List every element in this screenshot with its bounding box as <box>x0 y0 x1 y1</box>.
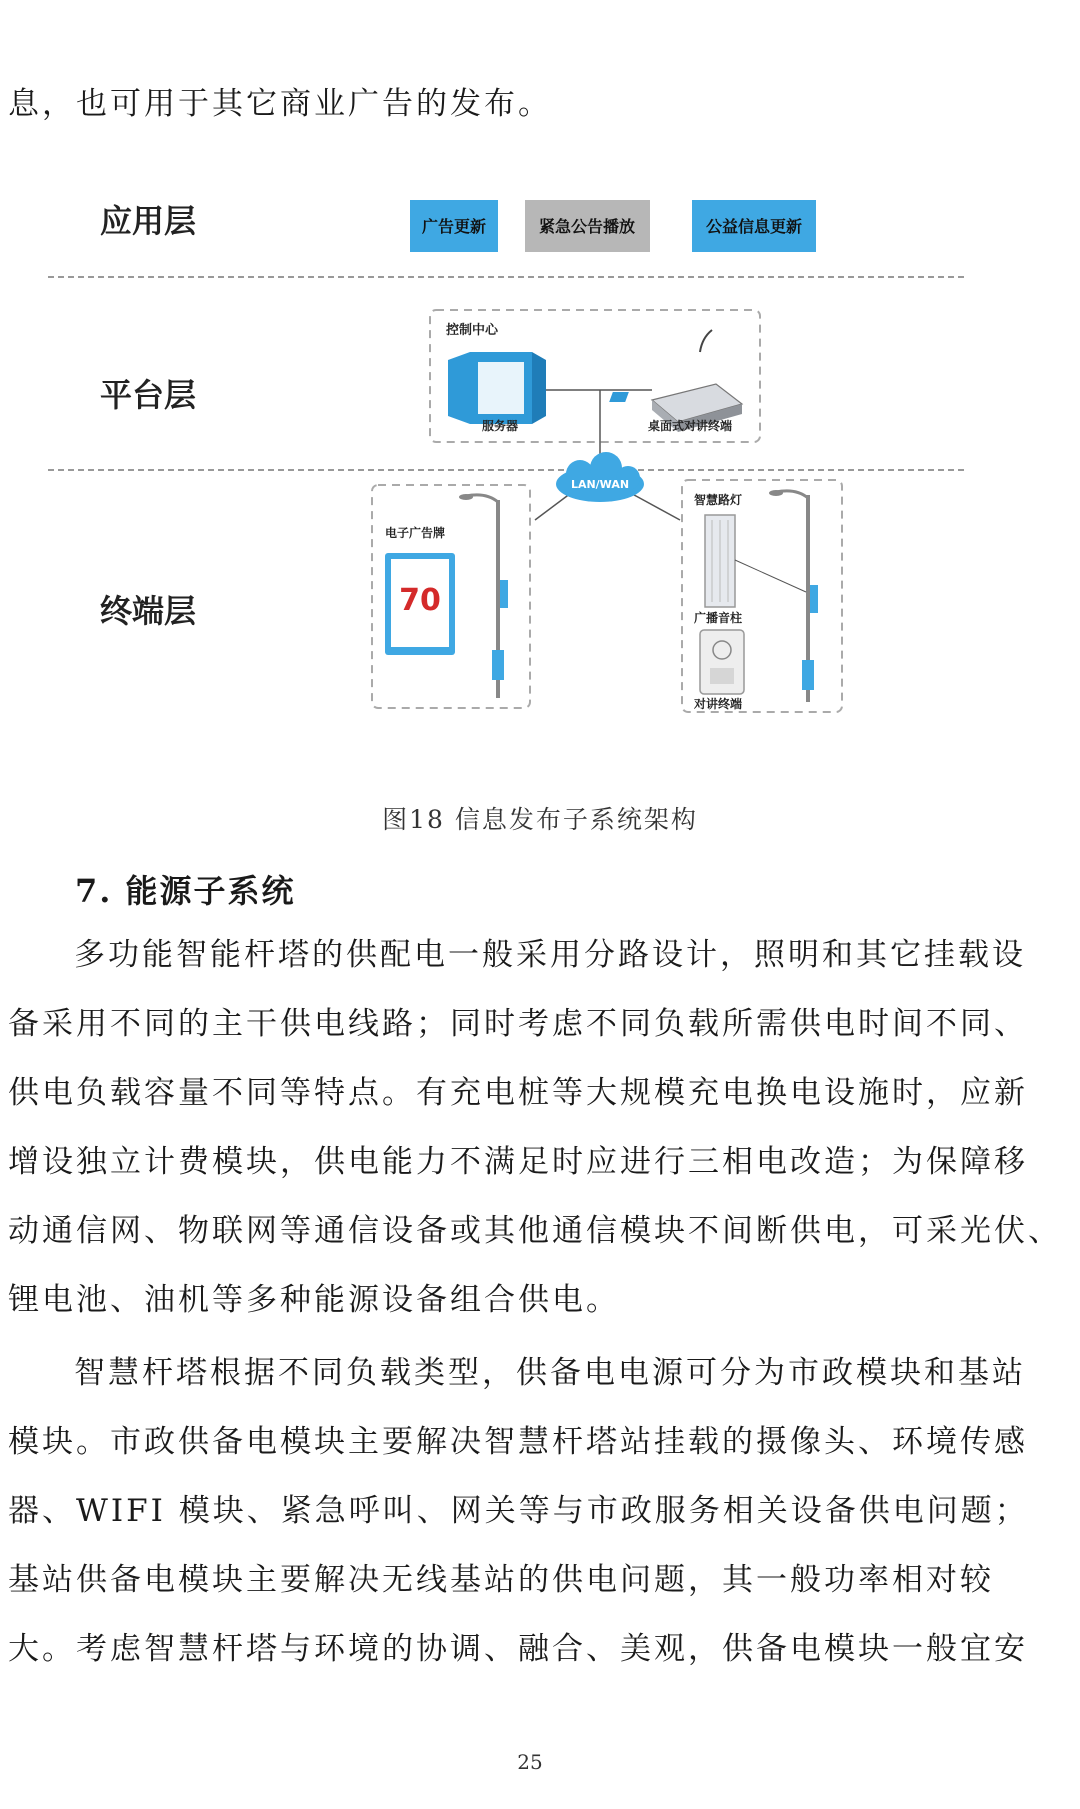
layer-label-terminal: 终端层 <box>100 592 197 630</box>
svg-text:70: 70 <box>399 583 441 618</box>
paragraph-line: 供电负载容量不同等特点。有充电桩等大规模充电换电设施时，应新 <box>8 1075 1028 1111</box>
figure-caption: 图18 信息发布子系统架构 <box>382 805 698 834</box>
intercom-terminal-icon <box>700 630 744 694</box>
desk-terminal-label: 桌面式对讲终端 <box>647 419 733 433</box>
paragraph-line: 器、WIFI 模块、紧急呼叫、网关等与市政服务相关设备供电问题； <box>8 1493 1029 1529</box>
intercom-label: 对讲终端 <box>694 697 743 711</box>
architecture-diagram <box>0 180 1080 760</box>
network-label: LAN/WAN <box>570 478 630 491</box>
billboard-label: 电子广告牌 <box>385 526 446 540</box>
paragraph-line: 智慧杆塔根据不同负载类型，供备电电源可分为市政模块和基站 <box>74 1355 1026 1391</box>
street-light-pole-left-icon <box>459 494 508 698</box>
section-heading: 7. 能源子系统 <box>75 872 296 910</box>
network-cloud-icon <box>556 452 644 502</box>
speaker-column-icon <box>705 515 735 607</box>
paragraph-line: 备采用不同的主干供电线路；同时考虑不同负载所需供电时间不同、 <box>8 1006 1028 1042</box>
paragraph-line: 大。考虑智慧杆塔与环境的协调、融合、美观，供备电模块一般宜安 <box>8 1631 1028 1667</box>
paragraph-line: 模块。市政供备电模块主要解决智慧杆塔站挂载的摄像头、环境传感 <box>8 1424 1028 1460</box>
paragraph-line: 基站供备电模块主要解决无线基站的供电问题，其一般功率相对较 <box>8 1562 994 1598</box>
app-button-public-info-label: 公益信息更新 <box>705 217 803 236</box>
top-text-line: 息，也可用于其它商业广告的发布。 <box>8 86 552 122</box>
server-label: 服务器 <box>481 419 519 433</box>
desk-terminal-icon <box>609 330 742 432</box>
billboard-icon <box>385 553 455 655</box>
control-center-label: 控制中心 <box>446 323 499 338</box>
paragraph-line: 动通信网、物联网等通信设备或其他通信模块不间断供电，可采光伏、 <box>8 1213 1062 1249</box>
paragraph-line: 增设独立计费模块，供电能力不满足时应进行三相电改造；为保障移 <box>8 1144 1028 1180</box>
street-light-pole-right-icon <box>769 490 818 702</box>
layer-label-application: 应用层 <box>100 202 197 240</box>
paragraph-line: 锂电池、油机等多种能源设备组合供电。 <box>8 1282 620 1318</box>
speaker-label: 广播音柱 <box>694 611 743 625</box>
paragraph-line: 多功能智能杆塔的供配电一般采用分路设计，照明和其它挂载设 <box>74 937 1026 973</box>
app-button-emergency-label: 紧急公告播放 <box>538 217 636 236</box>
page-number: 25 <box>517 1750 543 1774</box>
smart-light-label: 智慧路灯 <box>694 493 743 507</box>
link-speaker-pole <box>735 560 806 592</box>
layer-label-platform: 平台层 <box>100 376 197 414</box>
server-icon <box>448 352 546 424</box>
app-button-ad-update-label: 广告更新 <box>421 217 487 236</box>
